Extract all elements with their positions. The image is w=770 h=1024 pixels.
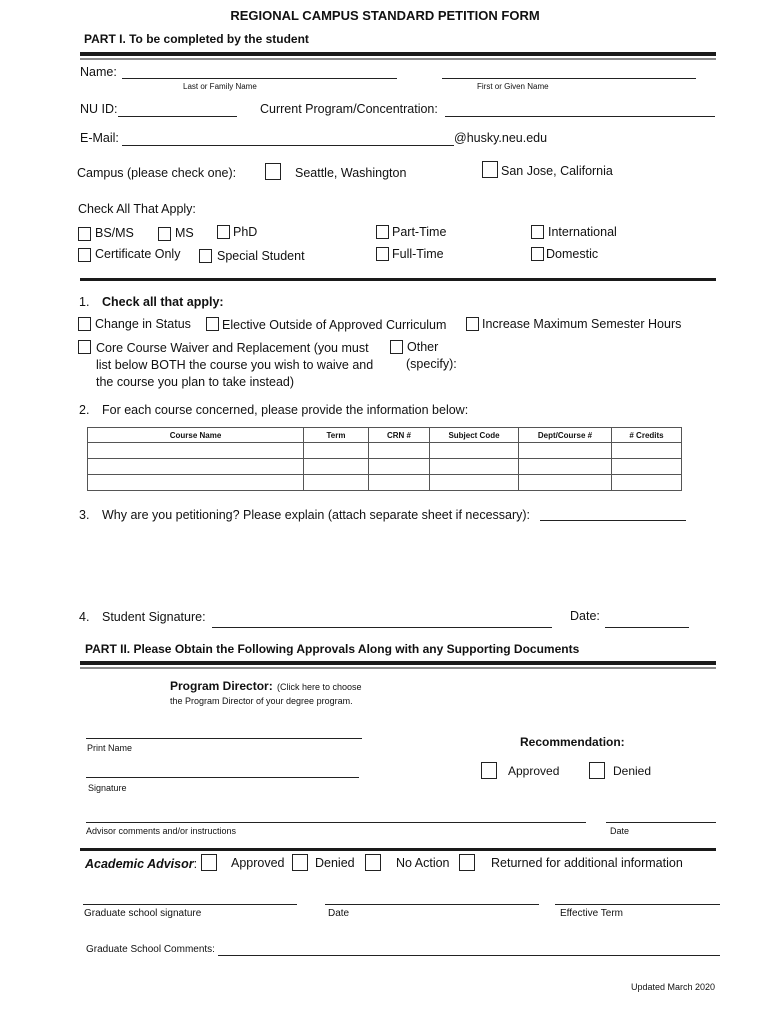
col-crn: CRN # [369,428,430,443]
col-course-name: Course Name [88,428,304,443]
core-waiver-line-1: Core Course Waiver and Replacement (you must [96,341,369,355]
increase-hours-label: Increase Maximum Semester Hours [482,317,682,331]
q1-label: Check all that apply: [102,295,224,309]
change-status-checkbox[interactable] [78,317,91,331]
ms-label: MS [175,226,194,240]
nu-id-label: NU ID: [80,102,118,116]
email-label: E-Mail: [80,131,119,145]
international-checkbox[interactable] [531,225,544,239]
recommend-denied-label: Denied [613,764,652,778]
full-time-label: Full-Time [392,247,444,261]
recommend-approved-checkbox[interactable] [481,762,497,779]
san-jose-label: San Jose, California [501,164,613,178]
academic-advisor-label [85,857,197,871]
col-credits: # Credits [612,428,682,443]
director-signature-field[interactable] [86,777,359,778]
table-cell[interactable] [612,475,682,491]
advisor-comments-field[interactable] [86,822,586,823]
table-cell[interactable] [430,459,519,475]
nu-id-field[interactable] [118,116,237,117]
advisor-no-action-label: No Action [396,856,450,870]
table-cell[interactable] [369,475,430,491]
table-cell[interactable] [369,443,430,459]
part2-divider [80,661,716,665]
email-field[interactable] [122,145,454,146]
course-table [87,427,682,491]
core-waiver-line-3: the course you plan to take instead) [96,375,295,389]
check-all-label: Check All That Apply: [78,202,196,216]
advisor-no-action-checkbox[interactable] [365,854,381,871]
elective-outside-checkbox[interactable] [206,317,219,331]
recommendation-label: Recommendation: [520,735,625,749]
section-divider [80,278,716,281]
table-row [88,443,682,459]
other-label: Other [407,340,439,354]
print-name-caption: Print Name [87,743,133,753]
q2-number: 2. [79,403,90,417]
table-cell[interactable] [612,443,682,459]
petition-reason-field[interactable] [540,520,686,521]
program-director-label: Program Director: [170,679,273,693]
program-director-hint-1[interactable]: (Click here to choose [277,682,362,692]
recommend-denied-checkbox[interactable] [589,762,605,779]
student-signature-field[interactable] [212,627,552,628]
grad-date-caption: Date [328,908,350,919]
student-date-field[interactable] [605,627,689,628]
full-time-checkbox[interactable] [376,247,389,261]
table-row [88,459,682,475]
grad-comments-label: Graduate School Comments: [86,944,215,955]
other-checkbox[interactable] [390,340,403,354]
campus-label: Campus (please check one): [77,166,237,180]
program-field[interactable] [445,116,715,117]
table-cell[interactable] [304,443,369,459]
updated-date: Updated March 2020 [631,982,716,992]
part2-heading: PART II. Please Obtain the Following Approvals Along with any Supporting Documents [85,642,580,656]
increase-hours-checkbox[interactable] [466,317,479,331]
part-time-checkbox[interactable] [376,225,389,239]
certificate-label: Certificate Only [95,247,181,261]
last-name-field[interactable] [122,78,397,79]
grad-comments-field[interactable] [218,955,720,956]
table-cell[interactable] [369,459,430,475]
core-waiver-checkbox[interactable] [78,340,91,354]
other-specify-label: (specify): [406,357,457,371]
student-date-label: Date: [570,609,600,623]
table-cell[interactable] [430,475,519,491]
bsms-checkbox[interactable] [78,227,91,241]
seattle-label: Seattle, Washington [295,166,407,180]
col-dept-course: Dept/Course # [519,428,612,443]
core-waiver-line-2: list below BOTH the course you wish to waive and [96,358,374,372]
advisor-denied-label: Denied [315,856,355,870]
student-signature-label: Student Signature: [102,610,206,624]
phd-checkbox[interactable] [217,225,230,239]
advisor-returned-label: Returned for additional information [491,856,683,870]
grad-date-field[interactable] [325,904,539,905]
ms-checkbox[interactable] [158,227,171,241]
col-term: Term [304,428,369,443]
special-student-label: Special Student [217,249,305,263]
table-cell[interactable] [88,459,304,475]
grad-signature-field[interactable] [83,904,297,905]
q4-number: 4. [79,610,90,624]
grad-signature-caption: Graduate school signature [84,908,202,919]
academic-advisor-text: Academic Advisor [85,857,194,871]
advisor-returned-checkbox[interactable] [459,854,475,871]
domestic-checkbox[interactable] [531,247,544,261]
signature-caption: Signature [88,783,127,793]
table-cell[interactable] [519,475,612,491]
part1-divider-thin [80,58,716,60]
effective-term-caption: Effective Term [560,908,623,919]
special-student-checkbox[interactable] [199,249,212,263]
part1-divider [80,52,716,56]
effective-term-field[interactable] [555,904,720,905]
table-cell[interactable] [304,459,369,475]
table-cell[interactable] [88,475,304,491]
email-domain: @husky.neu.edu [454,131,548,145]
q1-number: 1. [79,295,90,309]
advisor-date-caption: Date [610,826,630,836]
print-name-field[interactable] [86,738,362,739]
recommend-approved-label: Approved [508,764,560,778]
seattle-checkbox[interactable] [265,163,281,180]
part2-divider-thin [80,667,716,669]
advisor-approved-checkbox[interactable] [201,854,217,871]
advisor-approved-label: Approved [231,856,285,870]
q3-number: 3. [79,508,90,522]
program-director-hint-2[interactable]: the Program Director of your degree program. [170,696,353,706]
advisor-divider [80,848,716,851]
form-title: REGIONAL CAMPUS STANDARD PETITION FORM [230,8,540,23]
change-status-label: Change in Status [95,317,191,331]
domestic-label: Domestic [546,247,599,261]
bsms-label: BS/MS [95,226,134,240]
core-waiver-label [96,340,373,391]
table-cell[interactable] [430,443,519,459]
first-name-field[interactable] [442,78,696,79]
certificate-checkbox[interactable] [78,248,91,262]
international-label: International [548,225,617,239]
col-subject-code: Subject Code [430,428,519,443]
first-name-caption: First or Given Name [477,82,549,91]
advisor-denied-checkbox[interactable] [292,854,308,871]
san-jose-checkbox[interactable] [482,161,498,178]
table-cell[interactable] [88,443,304,459]
q3-label: Why are you petitioning? Please explain (attach separate sheet if necessary): [102,508,531,522]
table-cell[interactable] [612,459,682,475]
course-table-header [88,428,682,443]
program-label: Current Program/Concentration: [260,102,438,116]
part1-heading: PART I. To be completed by the student [84,32,309,46]
name-label: Name: [80,65,117,79]
q2-label: For each course concerned, please provide the information below: [102,403,469,417]
last-name-caption: Last or Family Name [183,82,257,91]
elective-outside-label: Elective Outside of Approved Curriculum [222,318,447,332]
phd-label: PhD [233,225,258,239]
table-cell[interactable] [519,459,612,475]
advisor-date-field[interactable] [606,822,716,823]
table-cell[interactable] [519,443,612,459]
advisor-comments-caption: Advisor comments and/or instructions [86,826,237,836]
table-cell[interactable] [304,475,369,491]
table-row [88,475,682,491]
part-time-label: Part-Time [392,225,447,239]
academic-advisor-colon: : [193,857,198,871]
